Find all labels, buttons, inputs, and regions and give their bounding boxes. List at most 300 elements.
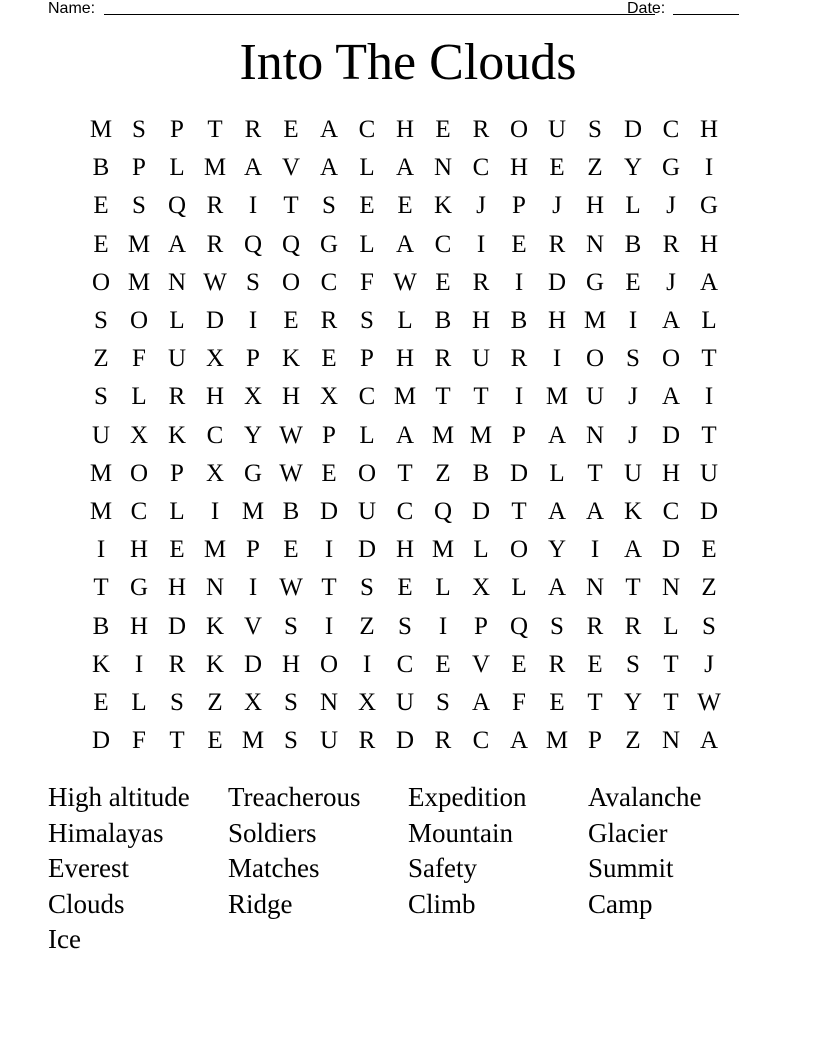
grid-row [82, 646, 728, 684]
grid-letter[interactable]: E [511, 230, 527, 258]
grid-letter[interactable]: H [129, 536, 149, 564]
grid-letter[interactable]: B [472, 459, 490, 487]
grid-letter[interactable]: G [243, 459, 263, 487]
grid-letter[interactable]: M [89, 116, 113, 144]
grid-letter[interactable]: T [207, 116, 223, 144]
grid-letter[interactable]: L [511, 574, 527, 602]
grid-letter[interactable]: H [509, 154, 529, 182]
grid-letter[interactable]: R [434, 727, 452, 755]
grid-letter[interactable]: T [663, 688, 679, 716]
grid-letter[interactable]: E [93, 688, 109, 716]
grid-letter[interactable]: D [91, 727, 111, 755]
grid-letter[interactable]: M [89, 497, 113, 525]
grid-letter[interactable]: E [701, 536, 717, 564]
grid-letter[interactable]: E [397, 192, 413, 220]
grid-letter[interactable]: W [203, 268, 227, 296]
grid-letter[interactable]: L [359, 154, 375, 182]
grid-letter[interactable]: Y [623, 688, 643, 716]
grid-letter[interactable]: U [319, 727, 339, 755]
grid-letter[interactable]: U [699, 459, 719, 487]
grid-letter[interactable]: Z [625, 727, 641, 755]
grid-letter[interactable]: B [92, 154, 110, 182]
grid-letter[interactable]: T [663, 650, 679, 678]
grid-letter[interactable]: A [699, 268, 719, 296]
grid-letter[interactable]: A [699, 727, 719, 755]
grid-letter[interactable]: M [545, 383, 569, 411]
grid-letter[interactable]: W [279, 574, 303, 602]
grid-letter[interactable]: H [585, 192, 605, 220]
grid-letter[interactable]: M [583, 307, 607, 335]
grid-letter[interactable]: I [514, 268, 524, 296]
grid-letter[interactable]: X [357, 688, 377, 716]
grid-letter[interactable]: O [129, 459, 149, 487]
grid-letter[interactable]: R [472, 268, 490, 296]
word-list-item: Summit [588, 853, 674, 883]
grid-letter[interactable]: F [360, 268, 374, 296]
grid-letter[interactable]: J [666, 192, 676, 220]
grid-letter[interactable]: S [360, 307, 374, 335]
grid-letter[interactable]: D [661, 421, 681, 449]
grid-letter[interactable]: L [701, 307, 717, 335]
grid-letter[interactable]: X [205, 345, 225, 373]
grid-letter[interactable]: K [91, 650, 111, 678]
grid-letter[interactable]: Z [359, 612, 375, 640]
grid-letter[interactable]: H [167, 574, 187, 602]
grid-letter[interactable]: O [509, 116, 529, 144]
grid-letter[interactable]: Q [167, 192, 187, 220]
grid-letter[interactable]: G [661, 154, 681, 182]
grid-letter[interactable]: M [393, 383, 417, 411]
grid-letter[interactable]: I [704, 383, 714, 411]
grid-letter[interactable]: T [283, 192, 299, 220]
grid-letter[interactable]: D [699, 497, 719, 525]
grid-letter[interactable]: W [393, 268, 417, 296]
grid-letter[interactable]: L [169, 307, 185, 335]
grid-letter[interactable]: S [284, 612, 298, 640]
grid-letter[interactable]: I [628, 307, 638, 335]
grid-letter[interactable]: X [243, 688, 263, 716]
grid-letter[interactable]: C [472, 154, 490, 182]
grid-letter[interactable]: E [283, 307, 299, 335]
grid-letter[interactable]: W [279, 421, 303, 449]
grid-letter[interactable]: O [357, 459, 377, 487]
grid-letter[interactable]: N [661, 727, 681, 755]
grid-letter[interactable]: N [661, 574, 681, 602]
grid-letter[interactable]: T [473, 383, 489, 411]
grid-letter[interactable]: E [625, 268, 641, 296]
grid-letter[interactable]: C [472, 727, 490, 755]
grid-letter[interactable]: T [397, 459, 413, 487]
grid-letter[interactable]: I [324, 536, 334, 564]
grid-letter[interactable]: L [131, 688, 147, 716]
grid-letter[interactable]: O [509, 536, 529, 564]
grid-letter[interactable]: P [512, 421, 526, 449]
grid-letter[interactable]: U [167, 345, 187, 373]
grid-letter[interactable]: G [585, 268, 605, 296]
grid-letter[interactable]: U [357, 497, 377, 525]
grid-row [82, 378, 728, 416]
grid-letter[interactable]: S [284, 727, 298, 755]
grid-letter[interactable]: R [662, 230, 680, 258]
grid-letter[interactable]: L [397, 307, 413, 335]
grid-letter[interactable]: L [359, 230, 375, 258]
grid-letter[interactable]: C [358, 383, 376, 411]
grid-letter[interactable]: M [545, 727, 569, 755]
grid-letter[interactable]: X [471, 574, 491, 602]
grid-letter[interactable]: C [662, 497, 680, 525]
grid-letter[interactable]: M [241, 497, 265, 525]
grid-letter[interactable]: R [206, 230, 224, 258]
grid-letter[interactable]: F [132, 345, 146, 373]
grid-letter[interactable]: T [587, 688, 603, 716]
grid-letter[interactable]: A [509, 727, 529, 755]
grid-letter[interactable]: S [132, 192, 146, 220]
grid-letter[interactable]: I [96, 536, 106, 564]
grid-letter[interactable]: B [282, 497, 300, 525]
grid-letter[interactable]: N [205, 574, 225, 602]
grid-letter[interactable]: X [319, 383, 339, 411]
grid-letter[interactable]: C [320, 268, 338, 296]
grid-letter[interactable]: Z [701, 574, 717, 602]
grid-letter[interactable]: P [360, 345, 374, 373]
grid-letter[interactable]: L [663, 612, 679, 640]
grid-letter[interactable]: E [435, 650, 451, 678]
grid-letter[interactable]: H [699, 230, 719, 258]
grid-letter[interactable]: J [476, 192, 486, 220]
grid-letter[interactable]: Z [435, 459, 451, 487]
grid-letter[interactable]: H [395, 536, 415, 564]
grid-letter[interactable]: H [471, 307, 491, 335]
grid-letter[interactable]: U [471, 345, 491, 373]
grid-letter[interactable]: L [625, 192, 641, 220]
grid-letter[interactable]: I [248, 574, 258, 602]
grid-letter[interactable]: Y [243, 421, 263, 449]
grid-letter[interactable]: B [92, 612, 110, 640]
grid-letter[interactable]: N [585, 574, 605, 602]
grid-letter[interactable]: B [624, 230, 642, 258]
grid-letter[interactable]: T [625, 574, 641, 602]
grid-letter[interactable]: A [319, 116, 339, 144]
grid-letter[interactable]: Z [207, 688, 223, 716]
grid-letter[interactable]: H [661, 459, 681, 487]
grid-letter[interactable]: H [129, 612, 149, 640]
grid-letter[interactable]: I [514, 383, 524, 411]
grid-letter[interactable]: T [587, 459, 603, 487]
grid-letter[interactable]: I [590, 536, 600, 564]
grid-letter[interactable]: Y [547, 536, 567, 564]
grid-letter[interactable]: K [623, 497, 643, 525]
grid-letter[interactable]: T [435, 383, 451, 411]
grid-letter[interactable]: E [435, 116, 451, 144]
grid-letter[interactable]: Q [509, 612, 529, 640]
grid-letter[interactable]: U [91, 421, 111, 449]
grid-letter[interactable]: X [205, 459, 225, 487]
grid-letter[interactable]: E [511, 650, 527, 678]
grid-letter[interactable]: G [699, 192, 719, 220]
grid-letter[interactable]: A [661, 307, 681, 335]
grid-letter[interactable]: Q [243, 230, 263, 258]
grid-letter[interactable]: O [281, 268, 301, 296]
grid-letter[interactable]: H [205, 383, 225, 411]
grid-letter[interactable]: S [436, 688, 450, 716]
grid-letter[interactable]: I [476, 230, 486, 258]
grid-letter[interactable]: D [167, 612, 187, 640]
grid-letter[interactable]: E [93, 230, 109, 258]
date-write-line[interactable] [673, 14, 739, 15]
grid-letter[interactable]: F [132, 727, 146, 755]
grid-letter[interactable]: R [548, 230, 566, 258]
grid-letter[interactable]: L [359, 421, 375, 449]
grid-letter[interactable]: D [395, 727, 415, 755]
grid-letter[interactable]: L [169, 497, 185, 525]
grid-letter[interactable]: R [206, 192, 224, 220]
grid-letter[interactable]: R [168, 650, 186, 678]
grid-letter[interactable]: J [628, 421, 638, 449]
grid-letter[interactable]: H [395, 116, 415, 144]
grid-letter[interactable]: A [547, 497, 567, 525]
grid-letter[interactable]: P [246, 345, 260, 373]
grid-letter[interactable]: R [624, 612, 642, 640]
grid-letter[interactable]: H [281, 650, 301, 678]
grid-letter[interactable]: U [547, 116, 567, 144]
grid-letter[interactable]: V [281, 154, 301, 182]
grid-letter[interactable]: I [704, 154, 714, 182]
grid-letter[interactable]: I [438, 612, 448, 640]
grid-letter[interactable]: V [243, 612, 263, 640]
grid-letter[interactable]: T [701, 345, 717, 373]
grid-letter[interactable]: K [433, 192, 453, 220]
grid-letter[interactable]: E [549, 688, 565, 716]
grid-letter[interactable]: M [431, 421, 455, 449]
grid-letter[interactable]: P [132, 154, 146, 182]
grid-letter[interactable]: H [547, 307, 567, 335]
grid-letter[interactable]: I [134, 650, 144, 678]
grid-letter[interactable]: J [552, 192, 562, 220]
grid-letter[interactable]: S [284, 688, 298, 716]
grid-letter[interactable]: I [248, 192, 258, 220]
grid-letter[interactable]: N [585, 230, 605, 258]
grid-letter[interactable]: J [704, 650, 714, 678]
grid-letter[interactable]: L [473, 536, 489, 564]
grid-letter[interactable]: X [129, 421, 149, 449]
grid-letter[interactable]: Y [623, 154, 643, 182]
grid-letter[interactable]: C [206, 421, 224, 449]
grid-letter[interactable]: S [702, 612, 716, 640]
grid-letter[interactable]: E [93, 192, 109, 220]
grid-letter[interactable]: S [550, 612, 564, 640]
grid-letter[interactable]: E [587, 650, 603, 678]
grid-letter[interactable]: O [661, 345, 681, 373]
grid-letter[interactable]: S [626, 650, 640, 678]
grid-letter[interactable]: U [585, 383, 605, 411]
grid-letter[interactable]: D [357, 536, 377, 564]
grid-letter[interactable]: A [623, 536, 643, 564]
grid-letter[interactable]: A [395, 230, 415, 258]
grid-letter[interactable]: D [547, 268, 567, 296]
grid-letter[interactable]: E [283, 536, 299, 564]
grid-letter[interactable]: T [321, 574, 337, 602]
grid-letter[interactable]: R [244, 116, 262, 144]
grid-letter[interactable]: X [243, 383, 263, 411]
grid-letter[interactable]: W [697, 688, 721, 716]
grid-letter[interactable]: S [626, 345, 640, 373]
grid-letter[interactable]: L [169, 154, 185, 182]
grid-letter[interactable]: T [511, 497, 527, 525]
grid-row [82, 264, 728, 302]
grid-letter[interactable]: P [246, 536, 260, 564]
grid-letter[interactable]: W [279, 459, 303, 487]
grid-letter[interactable]: P [512, 192, 526, 220]
grid-letter[interactable]: R [434, 345, 452, 373]
grid-letter[interactable]: M [203, 154, 227, 182]
grid-row [82, 722, 728, 760]
grid-letter[interactable]: Q [433, 497, 453, 525]
grid-letter[interactable]: M [203, 536, 227, 564]
grid-letter[interactable]: M [127, 268, 151, 296]
grid-letter[interactable]: Q [281, 230, 301, 258]
grid-letter[interactable]: J [628, 383, 638, 411]
grid-letter[interactable]: P [588, 727, 602, 755]
grid-letter[interactable]: J [666, 268, 676, 296]
grid-letter[interactable]: A [585, 497, 605, 525]
grid-letter[interactable]: K [281, 345, 301, 373]
grid-letter[interactable]: K [167, 421, 187, 449]
grid-letter[interactable]: I [324, 612, 334, 640]
grid-letter[interactable]: K [205, 650, 225, 678]
grid-letter[interactable]: B [510, 307, 528, 335]
grid-letter[interactable]: B [434, 307, 452, 335]
grid-letter[interactable]: D [471, 497, 491, 525]
grid-letter[interactable]: C [434, 230, 452, 258]
grid-letter[interactable]: H [281, 383, 301, 411]
grid-letter[interactable]: C [396, 497, 414, 525]
grid-letter[interactable]: P [170, 459, 184, 487]
grid-letter[interactable]: S [94, 383, 108, 411]
grid-letter[interactable]: U [395, 688, 415, 716]
grid-letter[interactable]: Z [587, 154, 603, 182]
grid-letter[interactable]: N [319, 688, 339, 716]
grid-letter[interactable]: E [283, 116, 299, 144]
grid-row [82, 340, 728, 378]
grid-letter[interactable]: R [358, 727, 376, 755]
grid-letter[interactable]: P [474, 612, 488, 640]
grid-letter[interactable]: A [319, 154, 339, 182]
grid-letter[interactable]: D [243, 650, 263, 678]
grid-letter[interactable]: M [241, 727, 265, 755]
grid-letter[interactable]: R [586, 612, 604, 640]
grid-letter[interactable]: S [132, 116, 146, 144]
grid-letter[interactable]: S [322, 192, 336, 220]
grid-letter[interactable]: F [512, 688, 526, 716]
grid-letter[interactable]: E [549, 154, 565, 182]
grid-letter[interactable]: C [662, 116, 680, 144]
grid-letter[interactable]: L [435, 574, 451, 602]
grid-letter[interactable]: O [585, 345, 605, 373]
grid-letter[interactable]: D [205, 307, 225, 335]
grid-letter[interactable]: Z [93, 345, 109, 373]
grid-letter[interactable]: M [89, 459, 113, 487]
grid-letter[interactable]: N [433, 154, 453, 182]
grid-letter[interactable]: A [243, 154, 263, 182]
grid-letter[interactable]: O [91, 268, 111, 296]
word-list-item: Matches [228, 853, 320, 883]
grid-letter[interactable]: R [472, 116, 490, 144]
grid-letter[interactable]: C [130, 497, 148, 525]
grid-letter[interactable]: L [549, 459, 565, 487]
grid-letter[interactable]: A [547, 574, 567, 602]
grid-letter[interactable]: G [129, 574, 149, 602]
grid-letter[interactable]: T [169, 727, 185, 755]
grid-letter[interactable]: D [509, 459, 529, 487]
grid-letter[interactable]: T [93, 574, 109, 602]
grid-letter[interactable]: S [170, 688, 184, 716]
grid-letter[interactable]: S [398, 612, 412, 640]
grid-letter[interactable]: A [395, 421, 415, 449]
grid-letter[interactable]: A [167, 230, 187, 258]
grid-letter[interactable]: S [588, 116, 602, 144]
grid-letter[interactable]: A [661, 383, 681, 411]
grid-letter[interactable]: E [397, 574, 413, 602]
grid-letter[interactable]: R [320, 307, 338, 335]
grid-letter[interactable]: M [127, 230, 151, 258]
grid-letter[interactable]: O [319, 650, 339, 678]
grid-letter[interactable]: H [395, 345, 415, 373]
grid-letter[interactable]: G [319, 230, 339, 258]
grid-letter[interactable]: M [431, 536, 455, 564]
grid-letter[interactable]: C [396, 650, 414, 678]
grid-letter[interactable]: A [547, 421, 567, 449]
grid-letter[interactable]: P [322, 421, 336, 449]
grid-letter[interactable]: S [246, 268, 260, 296]
grid-letter[interactable]: I [248, 307, 258, 335]
grid-row [82, 111, 728, 149]
grid-letter[interactable]: S [94, 307, 108, 335]
grid-letter[interactable]: H [699, 116, 719, 144]
grid-letter[interactable]: D [319, 497, 339, 525]
grid-letter[interactable]: E [207, 727, 223, 755]
grid-letter[interactable]: R [168, 383, 186, 411]
grid-letter[interactable]: R [510, 345, 528, 373]
grid-letter[interactable]: K [205, 612, 225, 640]
grid-letter[interactable]: I [210, 497, 220, 525]
grid-letter[interactable]: U [623, 459, 643, 487]
grid-letter[interactable]: S [360, 574, 374, 602]
grid-letter[interactable]: M [469, 421, 493, 449]
grid-letter[interactable]: N [167, 268, 187, 296]
name-write-line[interactable] [104, 14, 655, 15]
grid-letter[interactable]: R [548, 650, 566, 678]
word-list [48, 780, 768, 958]
grid-letter[interactable]: I [552, 345, 562, 373]
grid-letter[interactable]: E [321, 459, 337, 487]
grid-letter[interactable]: P [170, 116, 184, 144]
grid-letter[interactable]: E [321, 345, 337, 373]
grid-letter[interactable]: A [471, 688, 491, 716]
grid-letter[interactable]: C [358, 116, 376, 144]
grid-letter[interactable]: I [362, 650, 372, 678]
grid-letter[interactable]: D [623, 116, 643, 144]
grid-letter[interactable]: T [701, 421, 717, 449]
grid-letter[interactable]: N [585, 421, 605, 449]
grid-letter[interactable]: D [661, 536, 681, 564]
grid-letter[interactable]: L [131, 383, 147, 411]
grid-letter[interactable]: V [471, 650, 491, 678]
grid-letter[interactable]: E [435, 268, 451, 296]
grid-letter[interactable]: E [169, 536, 185, 564]
grid-letter[interactable]: O [129, 307, 149, 335]
grid-letter[interactable]: A [395, 154, 415, 182]
grid-letter[interactable]: E [359, 192, 375, 220]
